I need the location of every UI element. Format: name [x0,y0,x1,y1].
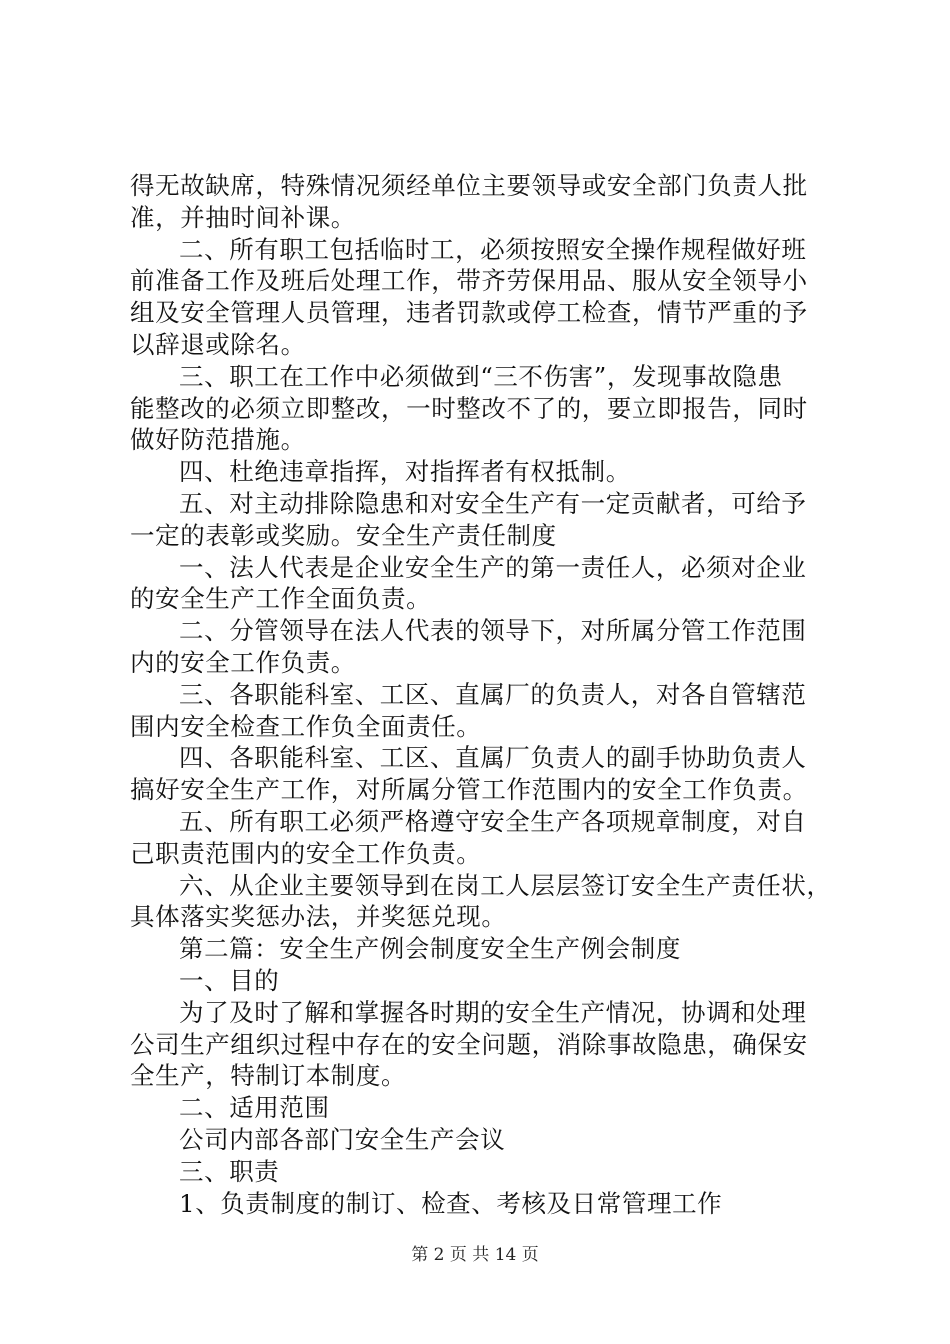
text-line: 四、杜绝违章指挥，对指挥者有权抵制。 [179,457,631,487]
text-line: 能整改的必须立即整改，一时整改不了的，要立即报告，同时 [130,393,808,423]
text-line: 以辞退或除名。 [130,329,306,359]
text-line: 二、分管领导在法人代表的领导下，对所属分管工作范围 [179,616,807,646]
text-line: 一、法人代表是企业安全生产的第一责任人，必须对企业 [179,552,807,582]
text-line: 三、各职能科室、工区、直属厂的负责人，对各自管辖范 [179,679,807,709]
text-line: 六、从企业主要领导到在岗工人层层签订安全生产责任状， [179,870,832,900]
text-line: 得无故缺席，特殊情况须经单位主要领导或安全部门负责人批 [130,171,808,200]
text-line: 二、所有职工包括临时工，必须按照安全操作规程做好班 [179,234,807,264]
text-line: 的安全生产工作全面负责。 [130,584,432,614]
text-line: 具体落实奖惩办法，并奖惩兑现。 [130,902,507,932]
text-line: 前准备工作及班后处理工作，带齐劳保用品、服从安全领导小 [130,266,808,296]
text-line: 为了及时了解和掌握各时期的安全生产情况，协调和处理 [179,997,807,1027]
text-line: 内的安全工作负责。 [130,647,356,677]
text-line: 围内安全检查工作负全面责任。 [130,711,482,741]
text-line: 四、各职能科室、工区、直属厂负责人的副手协助负责人 [179,743,807,773]
page-footer: 第 2 页 共 14 页 [411,1245,539,1265]
document-body [130,170,832,1219]
text-line: 组及安全管理人员管理，违者罚款或停工检查，情节严重的予 [130,298,808,328]
text-line: 1、负责制度的制订、检查、考核及日常管理工作 [179,1188,723,1218]
text-line: 第二篇：安全生产例会制度安全生产例会制度 [179,934,681,964]
text-line: 全生产，特制订本制度。 [130,1061,407,1091]
text-line: 一定的表彰或奖励。安全生产责任制度 [130,520,557,550]
text-line: 三、职责 [179,1156,280,1186]
text-line: 搞好安全生产工作，对所属分管工作范围内的安全工作负责。 [130,775,808,805]
text-line: 三、职工在工作中必须做到“三不伤害”，发现事故隐患 [179,361,783,391]
text-line: 二、适用范围 [179,1093,330,1123]
text-line: 五、对主动排除隐患和对安全生产有一定贡献者，可给予 [179,488,807,518]
text-line: 五、所有职工必须严格遵守安全生产各项规章制度，对自 [179,806,807,836]
text-line: 做好防范措施。 [130,425,306,455]
text-line: 公司生产组织过程中存在的安全问题，消除事故隐患，确保安 [130,1029,808,1059]
text-line: 一、目的 [179,965,280,995]
text-line: 己职责范围内的安全工作负责。 [130,838,482,868]
text-line: 公司内部各部门安全生产会议 [179,1124,506,1154]
text-line: 准，并抽时间补课。 [130,202,356,232]
